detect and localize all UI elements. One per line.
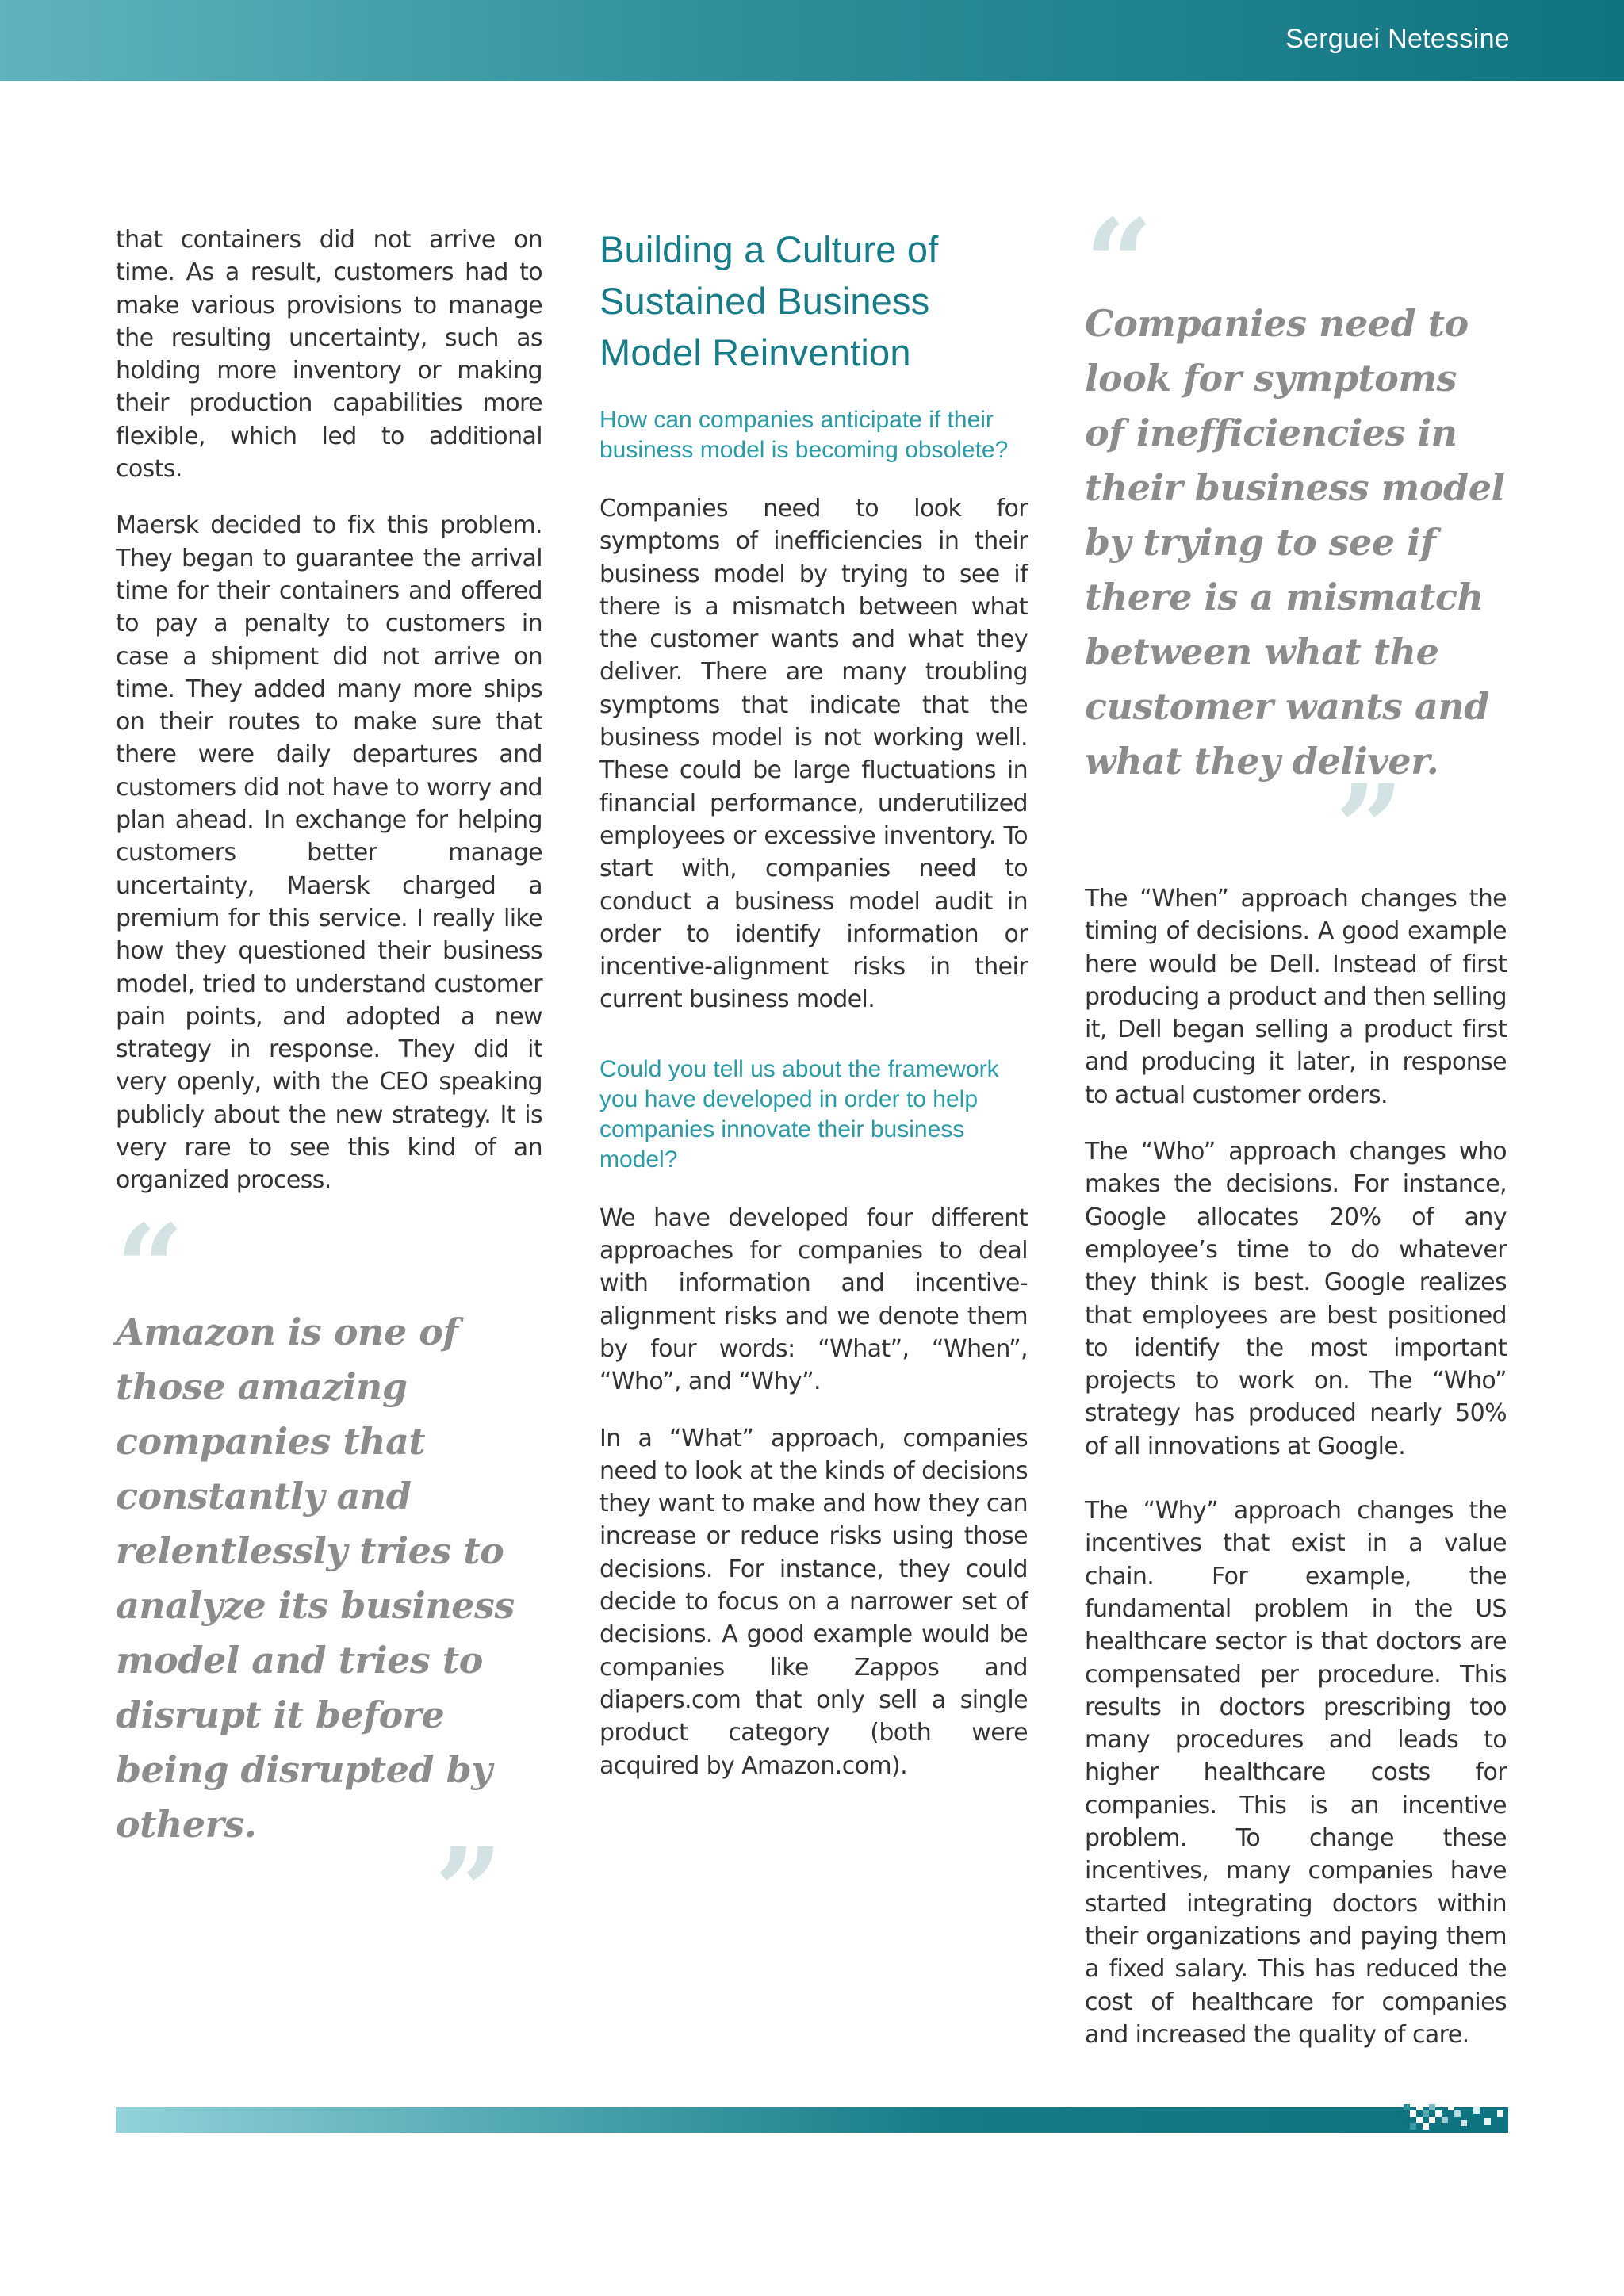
body-paragraph: Companies need to look for symptoms of inefficiencies in their business model by trying to see if there is a mismatch between what the customer wants and what they deliver. There are many troubling symptoms that indicate that the business model is not working well. These could be large fluctuations in financial performance, underutilized employees or excessive inventory. To start with, companies need to conduct a business model audit in order to identify information or incentive-alignment risks in their current business model. (599, 495, 1028, 1014)
body-paragraph: that containers did not arrive on time. As a result, customers had to make various provisions to manage the resulting uncertainty, such as holding more inventory or making their production capabilities more flexible, which led to additional costs. (116, 226, 542, 484)
pull-quote (1085, 193, 1507, 898)
body-paragraph: The “When” approach changes the timing of decisions. A good example here would be Dell. Instead of first producing a product and then selling it, Dell began selling a product first and producing it later, in response to actual customer orders. (1085, 885, 1507, 1109)
body-paragraph: The “Why” approach changes the incentives that exist in a value chain. For example, the fundamental problem in the US healthcare sector is that doctors are compensated per procedure. This results in doctors prescribing too many procedures and leads to higher healthcare costs for companies. This is an incentive problem. To change these incentives, many companies have started integrating doctors within their organizations and paying them a fixed salary. This has reduced the cost of healthcare for companies and increased the quality of care. (1085, 1497, 1507, 2049)
close-quote-icon: ” (1335, 759, 1404, 898)
open-quote-icon: “ (1085, 193, 1154, 333)
body-paragraph: Maersk decided to fix this problem. They began to guarantee the arrival time for their containers and offered to pay a penalty to customers in case a shipment did not arrive on time. They added many more ships on their routes to make sure that there were daily departures and customers did not have to worry and plan ahead. In exchange for helping customers better manage uncertainty, Maersk charged a premium for this service. I really like how they questioned their business model, tried to understand customer pain points, and adopted a new strategy in response. They did it very openly, with the CEO speaking publicly about the new strategy. It is very rare to see this kind of an organized process. (116, 511, 542, 1195)
interview-question: How can companies anticipate if their business model is becoming obsolete? (599, 407, 1009, 463)
pull-quote (116, 1198, 542, 1961)
open-quote-icon: “ (116, 1198, 185, 1338)
interview-question: Could you tell us about the framework you have developed in order to help companies innovate their business model? (599, 1055, 999, 1173)
footer-band (116, 2107, 1508, 2133)
header-band (0, 0, 1624, 81)
pixel-pattern-icon (1397, 2104, 1516, 2137)
author-name: Serguei Netessine (1285, 24, 1510, 54)
body-paragraph: We have developed four different approaches for companies to deal with information and incentive-alignment risks and we denote them by four words: “What”, “When”, “Who”, and “Why”. (599, 1203, 1028, 1396)
pull-quote-text: Companies need to look for symptoms of inefficiencies in their business model by trying to see if there is a mismatch between what the customer wants and what they deliver. (1085, 302, 1505, 783)
body-paragraph: In a “What” approach, companies need to look at the kinds of decisions they want to make and how they can increase or reduce risks using those decisions. For instance, they could decide to focus on a narrower set of decisions. A good example would be companies like Zappos and diapers.com that only sell a single product category (both were acquired by Amazon.com). (599, 1424, 1028, 1780)
column-middle (599, 224, 1028, 1806)
close-quote-icon: ” (434, 1821, 503, 1961)
column-left (116, 224, 542, 1961)
column-right (1085, 193, 1507, 2075)
pull-quote-text: Amazon is one of those amazing companies that constantly and relentlessly tries to analyze its business model and tries to disrupt it before being disrupted by others. (116, 1310, 515, 1846)
section-title: Building a Culture of Sustained Business Model Reinvention (599, 228, 939, 373)
body-paragraph: The “Who” approach changes who makes the decisions. For instance, Google allocates 20% of any employee’s time to do whatever they think is best. Google realizes that employees are best positioned to identify the most important projects to work on. The “Who” strategy has produced nearly 50% of all innovations at Google. (1085, 1138, 1507, 1460)
